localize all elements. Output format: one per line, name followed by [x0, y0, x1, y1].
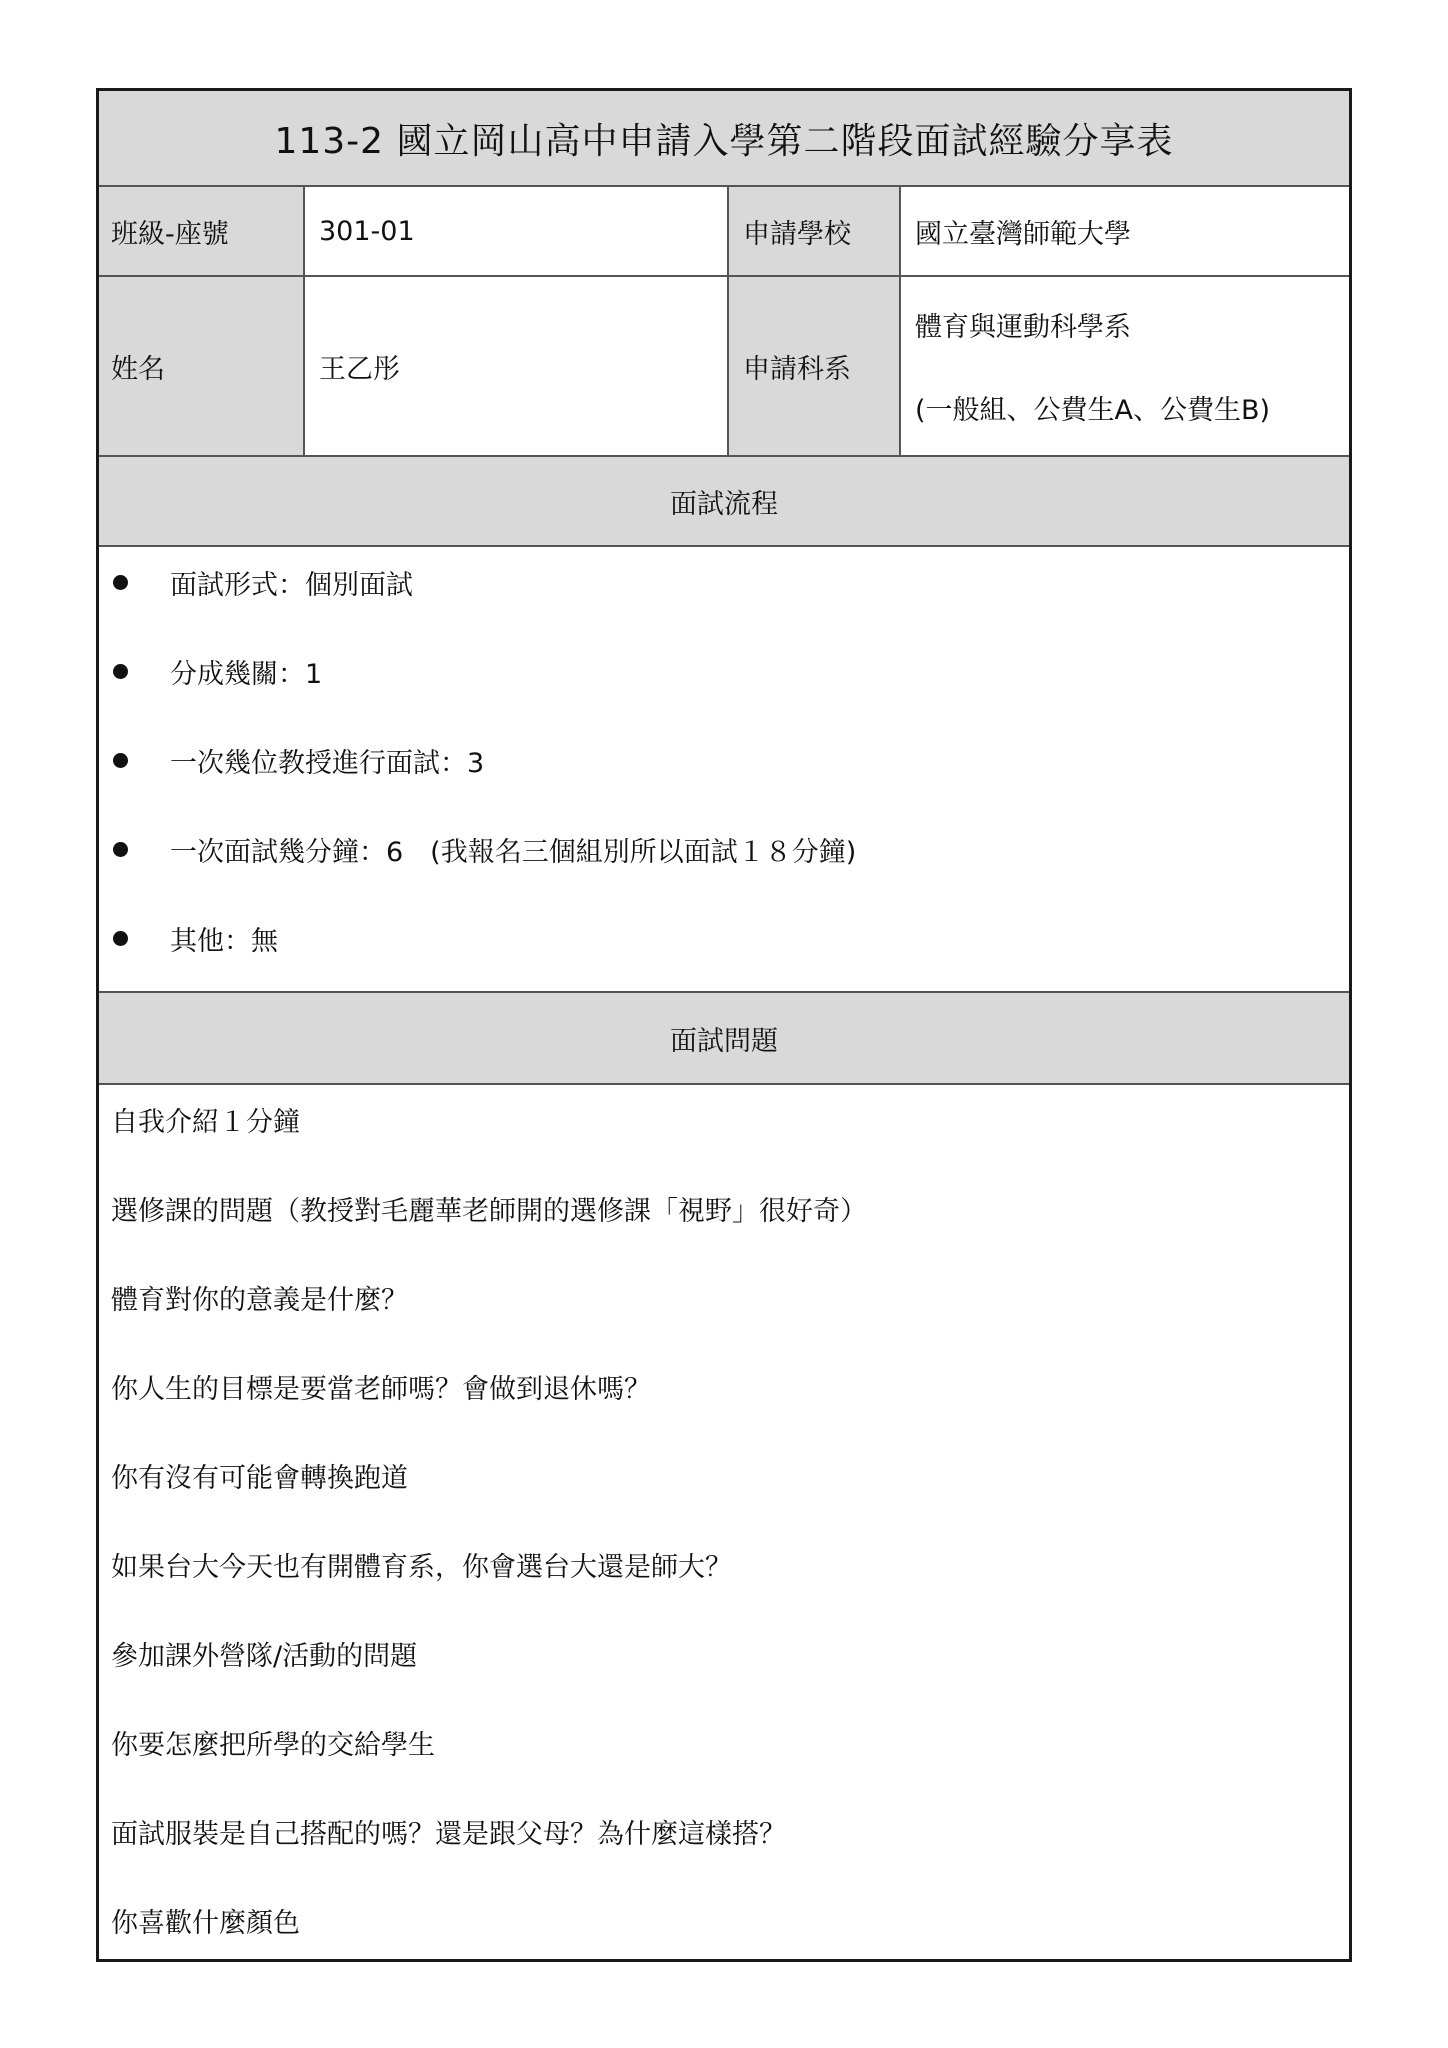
question-item: 你喜歡什麼顏色 [111, 1907, 300, 1939]
process-item [99, 829, 856, 869]
process-item [99, 562, 413, 602]
question-item: 你有沒有可能會轉換跑道 [111, 1462, 408, 1494]
process-item [99, 918, 278, 958]
question-item: 如果台大今天也有開體育系，你會選台大還是師大？ [111, 1551, 732, 1583]
bullet-icon [113, 664, 128, 679]
process-header-row [99, 457, 1349, 547]
info-row-class-school [99, 187, 1349, 277]
question-item: 自我介紹１分鐘 [111, 1106, 300, 1138]
interview-form-table [96, 88, 1352, 1962]
name-value: 王乙彤 [305, 277, 729, 455]
process-item-text: 一次幾位教授進行面試：3 [170, 747, 485, 779]
name-label: 姓名 [99, 277, 305, 455]
class-seat-value: 301-01 [305, 187, 729, 275]
question-item: 你要怎麼把所學的交給學生 [111, 1729, 435, 1761]
dept-value-line2: (一般組、公費生A、公費生B) [915, 395, 1271, 426]
form-title-row [99, 91, 1349, 187]
question-item: 體育對你的意義是什麼？ [111, 1284, 408, 1316]
dept-value [901, 277, 1349, 455]
question-item: 你人生的目標是要當老師嗎？會做到退休嗎？ [111, 1373, 651, 1405]
question-item: 面試服裝是自己搭配的嗎？還是跟父母？為什麼這樣搭？ [111, 1818, 786, 1850]
process-item-text: 一次面試幾分鐘：6 (我報名三個組別所以面試１８分鐘) [170, 836, 857, 868]
bullet-icon [113, 842, 128, 857]
process-header: 面試流程 [670, 488, 778, 520]
dept-value-line1: 體育與運動科學系 [915, 312, 1131, 343]
process-list [99, 547, 1349, 993]
process-item-text: 其他：無 [170, 925, 278, 957]
bullet-icon [113, 753, 128, 768]
form-title: 113-2 國立岡山高中申請入學第二階段面試經驗分享表 [274, 120, 1174, 162]
info-row-name-dept [99, 277, 1349, 457]
school-value: 國立臺灣師範大學 [915, 218, 1131, 250]
process-item-text: 分成幾關：1 [170, 658, 323, 690]
class-seat-label: 班級-座號 [99, 187, 305, 275]
process-item [99, 740, 484, 780]
questions-header: 面試問題 [670, 1025, 778, 1057]
process-item [99, 651, 322, 691]
question-item: 選修課的問題（教授對毛麗華老師開的選修課「視野」很好奇） [111, 1195, 867, 1227]
questions-header-row [99, 993, 1349, 1085]
bullet-icon [113, 931, 128, 946]
bullet-icon [113, 575, 128, 590]
school-label: 申請學校 [729, 187, 901, 275]
questions-list [99, 1085, 1349, 1959]
dept-label: 申請科系 [729, 277, 901, 455]
question-item: 參加課外營隊/活動的問題 [111, 1640, 418, 1672]
process-item-text: 面試形式：個別面試 [170, 569, 413, 601]
